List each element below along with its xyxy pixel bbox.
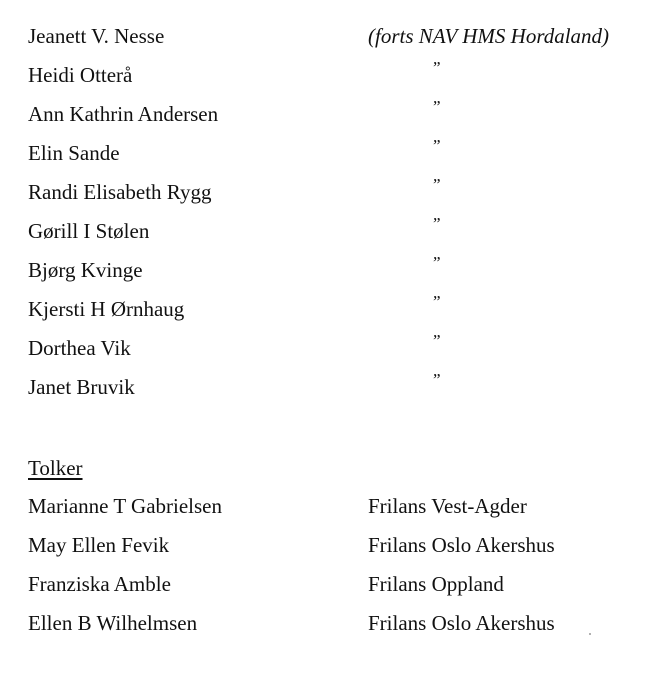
- person-name: Dorthea Vik: [28, 336, 131, 360]
- person-name: Marianne T Gabrielsen: [28, 494, 222, 518]
- staff-row: [0, 59, 669, 91]
- ditto-mark: ”: [433, 214, 441, 233]
- staff-row: [0, 293, 669, 325]
- scan-speck: [589, 633, 591, 635]
- staff-row: [0, 98, 669, 130]
- ditto-mark: ”: [433, 370, 441, 389]
- person-name: Ann Kathrin Andersen: [28, 102, 219, 126]
- affiliation: Frilans Oppland: [368, 572, 504, 596]
- person-name: Randi Elisabeth Rygg: [28, 180, 212, 204]
- ditto-mark: ”: [433, 97, 441, 116]
- section-heading-tolker: Tolker: [28, 456, 83, 480]
- staff-row: [0, 332, 669, 364]
- person-name: Ellen B Wilhelmsen: [28, 611, 198, 635]
- ditto-mark: ”: [433, 331, 441, 350]
- staff-row: [0, 20, 669, 52]
- affiliation: Frilans Oslo Akershus: [368, 611, 555, 635]
- interpreter-row: [0, 490, 669, 522]
- interpreter-row: [0, 529, 669, 561]
- person-name: May Ellen Fevik: [28, 533, 170, 557]
- ditto-mark: ”: [433, 253, 441, 272]
- affiliation: Frilans Oslo Akershus: [368, 533, 555, 557]
- ditto-mark: ”: [433, 175, 441, 194]
- person-name: Heidi Otterå: [28, 63, 133, 87]
- person-name: Franziska Amble: [28, 572, 171, 596]
- staff-row: [0, 371, 669, 403]
- ditto-mark: ”: [433, 136, 441, 155]
- person-name: Elin Sande: [28, 141, 120, 165]
- interpreter-row: [0, 568, 669, 600]
- ditto-mark: ”: [433, 58, 441, 77]
- staff-row: [0, 176, 669, 208]
- staff-row: [0, 215, 669, 247]
- staff-row: [0, 254, 669, 286]
- person-name: Janet Bruvik: [28, 375, 135, 399]
- interpreter-row: [0, 607, 669, 639]
- person-name: Kjersti H Ørnhaug: [28, 297, 185, 321]
- person-name: Bjørg Kvinge: [28, 258, 143, 282]
- person-name: Jeanett V. Nesse: [28, 24, 165, 48]
- affiliation: (forts NAV HMS Hordaland): [368, 24, 610, 48]
- ditto-mark: ”: [433, 292, 441, 311]
- person-name: Gørill I Stølen: [28, 219, 150, 243]
- staff-row: [0, 137, 669, 169]
- affiliation: Frilans Vest-Agder: [368, 494, 527, 518]
